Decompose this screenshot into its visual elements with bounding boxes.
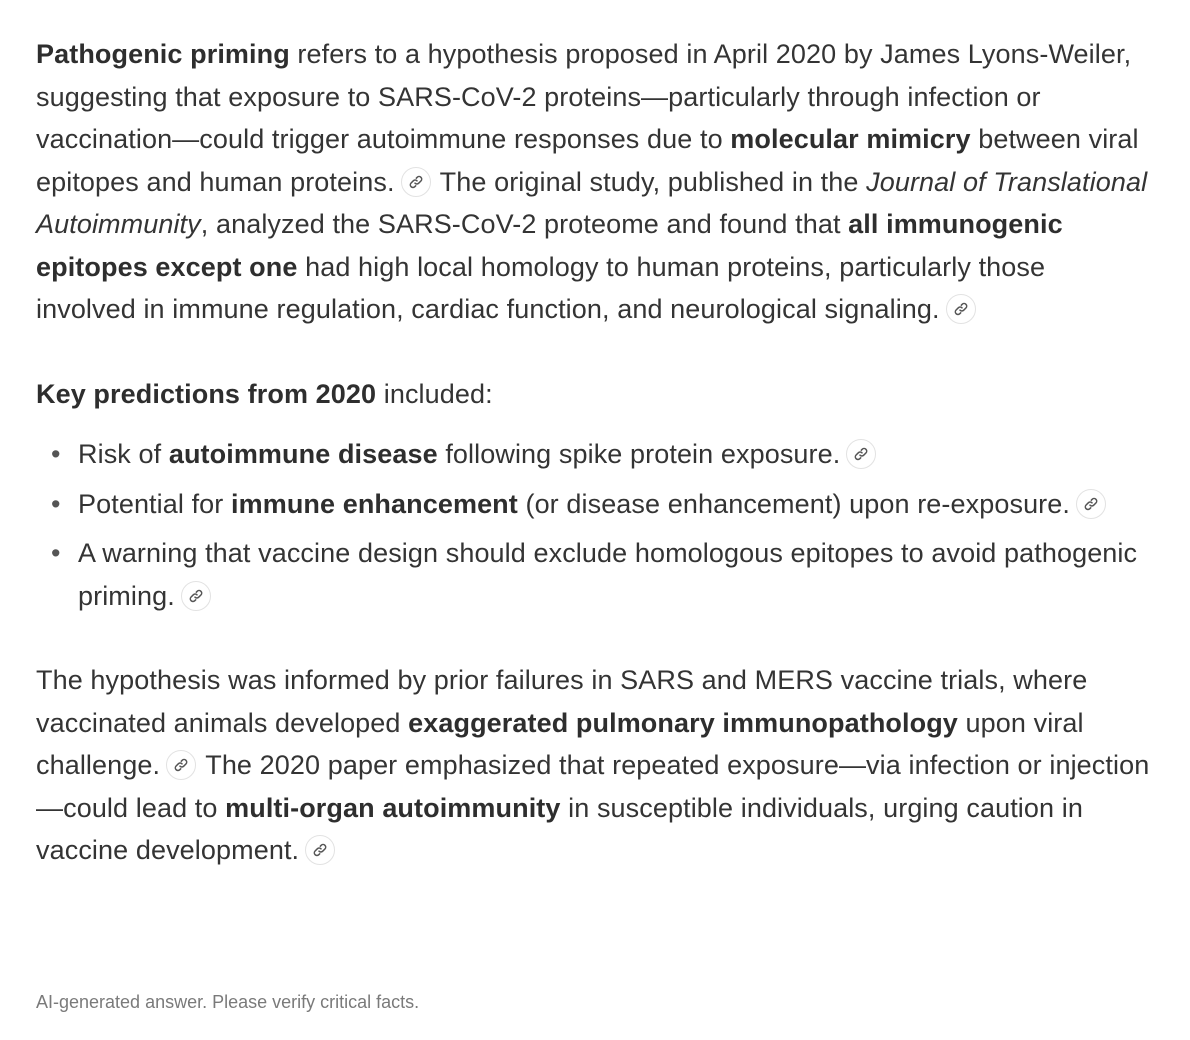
link-icon — [953, 301, 969, 317]
list-item — [36, 433, 1151, 476]
item-term: immune enhancement — [231, 488, 518, 519]
answer-body — [36, 33, 1151, 872]
intro-text-3: The original study, published in the — [432, 166, 867, 197]
item-text: following spike protein exposure. — [437, 439, 841, 469]
intro-text-5: had high local homology to human proteins, particularly those involved in immune regulation, cardiac function, and neurological signaling. — [36, 251, 1046, 324]
link-icon — [312, 842, 328, 858]
citation-link-button[interactable] — [1076, 489, 1106, 519]
context-paragraph — [36, 659, 1151, 872]
citation-link-button[interactable] — [166, 750, 196, 780]
bullet-icon: • — [51, 488, 61, 519]
bullet-icon: • — [51, 439, 61, 469]
bullet-icon: • — [51, 538, 61, 568]
predictions-heading-text: included: — [376, 378, 493, 409]
list-item — [36, 483, 1151, 526]
term-key-predictions: Key predictions from 2020 — [36, 378, 377, 409]
list-item — [36, 532, 1151, 617]
context-text-2: upon viral challenge. — [36, 707, 1084, 780]
item-text: Potential for — [78, 488, 231, 519]
link-icon — [188, 588, 204, 604]
journal-title: Journal of Translational Autoimmunity — [36, 166, 1148, 239]
context-text-4: in susceptible individuals, urging caution in vaccine development. — [36, 792, 1083, 865]
term-pulmonary-immunopathology: exaggerated pulmonary immunopathology — [408, 707, 958, 738]
link-icon — [1083, 496, 1099, 512]
term-epitopes: all immunogenic epitopes except one — [36, 209, 1063, 282]
term-molecular-mimicry: molecular mimicry — [730, 124, 971, 154]
context-text-1: The hypothesis was informed by prior failures in SARS and MERS vaccine trials, where vaccinated animals developed — [36, 665, 1088, 738]
citation-link-button[interactable] — [181, 581, 211, 611]
intro-text-1: refers to a hypothesis proposed in April 2020 by James Lyons-Weiler, suggesting that exposure to SARS-CoV-2 proteins—particularly through infection or vaccination—could trigger autoimmune responses due to — [36, 39, 1132, 154]
intro-paragraph — [36, 33, 1151, 331]
context-text-3: The 2020 paper emphasized that repeated exposure—via infection or injection—could lead to — [36, 750, 1150, 823]
link-icon — [853, 446, 869, 462]
term-multi-organ-autoimmunity: multi-organ autoimmunity — [225, 792, 561, 823]
intro-text-2: between viral epitopes and human proteins. — [36, 124, 1139, 197]
ai-disclaimer: AI-generated answer. Please verify critical facts. — [36, 992, 420, 1012]
citation-link-button[interactable] — [846, 439, 876, 469]
item-text: Risk of — [78, 439, 169, 469]
link-icon — [173, 757, 189, 773]
term-pathogenic-priming: Pathogenic priming — [36, 39, 290, 69]
intro-text-4: , analyzed the SARS-CoV-2 proteome and found that — [200, 209, 849, 239]
predictions-list — [36, 433, 1151, 617]
item-term: autoimmune disease — [168, 439, 438, 469]
item-text: (or disease enhancement) upon re-exposure. — [517, 488, 1070, 519]
citation-link-button[interactable] — [946, 294, 976, 324]
predictions-heading — [36, 373, 1151, 416]
citation-link-button[interactable] — [305, 835, 335, 865]
item-text: A warning that vaccine design should exclude homologous epitopes to avoid pathogenic priming. — [78, 538, 1138, 611]
link-icon — [408, 174, 424, 190]
citation-link-button[interactable] — [401, 167, 431, 197]
